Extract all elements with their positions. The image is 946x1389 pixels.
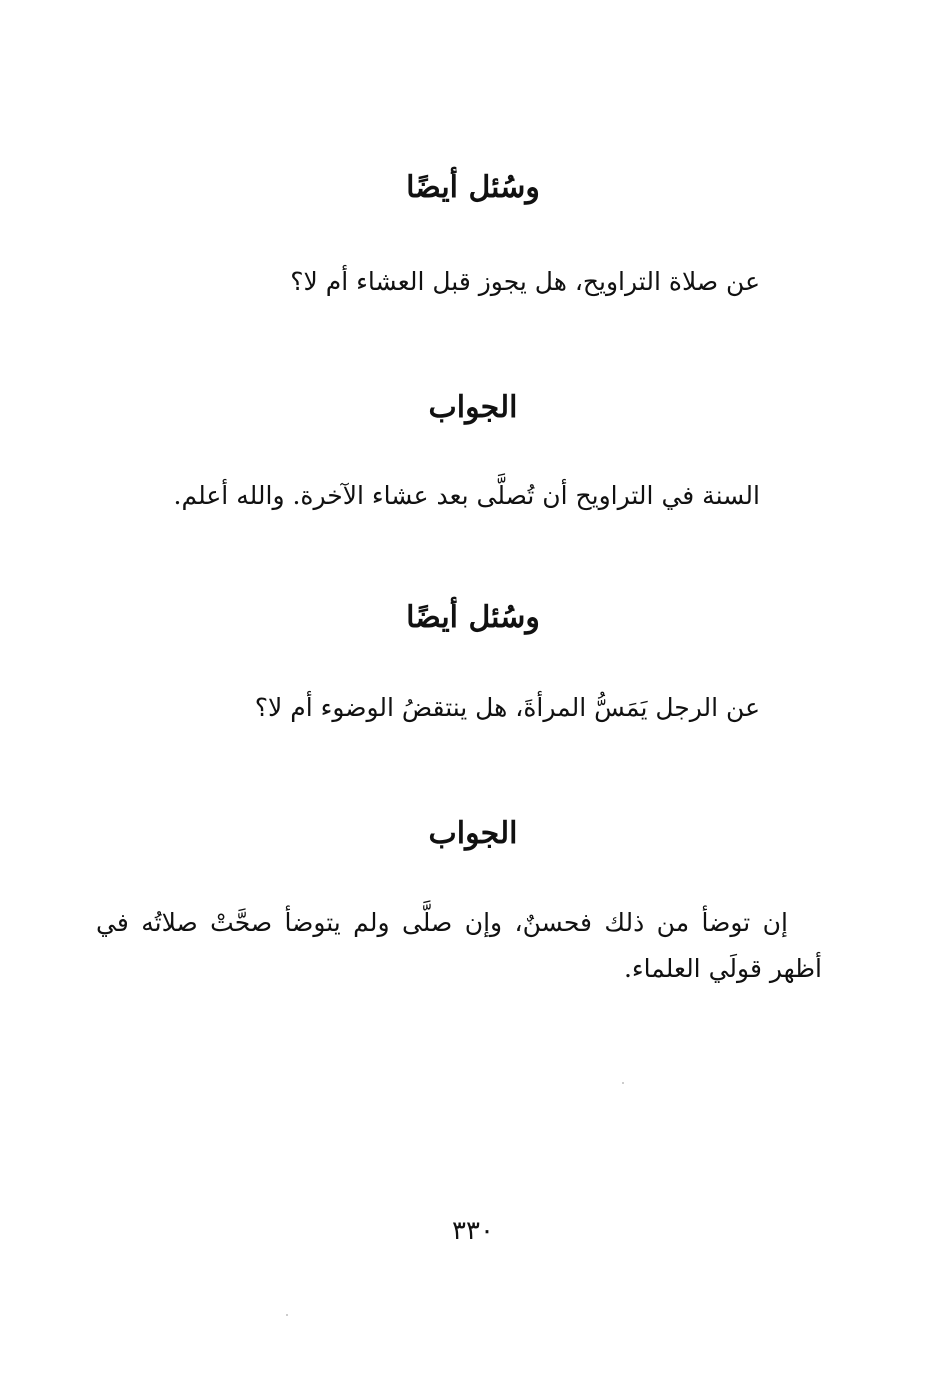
- section-heading-answer-2: الجواب: [428, 816, 518, 851]
- page-number: ٣٣٠: [452, 1216, 494, 1246]
- answer-text-2-content: إن توضأ من ذلك فحسنٌ، وإن صلَّى ولم يتوضأ صحَّتْ صلاتُه في أظهر قولَي العلماء.: [96, 908, 822, 983]
- scan-speck: [622, 1082, 624, 1084]
- answer-text-2: [96, 900, 822, 992]
- scan-speck: [286, 1314, 288, 1316]
- question-text-2: عن الرجل يَمَسُّ المرأةَ، هل ينتقضُ الوضوء أم لا؟: [254, 693, 760, 722]
- answer-text-1: السنة في التراويح أن تُصلَّى بعد عشاء الآخرة. والله أعلم.: [173, 481, 760, 510]
- question-text-1: عن صلاة التراويح، هل يجوز قبل العشاء أم لا؟: [290, 267, 760, 296]
- section-heading-question-1: وسُئل أيضًا: [406, 170, 540, 205]
- section-heading-question-2: وسُئل أيضًا: [406, 600, 540, 635]
- section-heading-answer-1: الجواب: [428, 390, 518, 425]
